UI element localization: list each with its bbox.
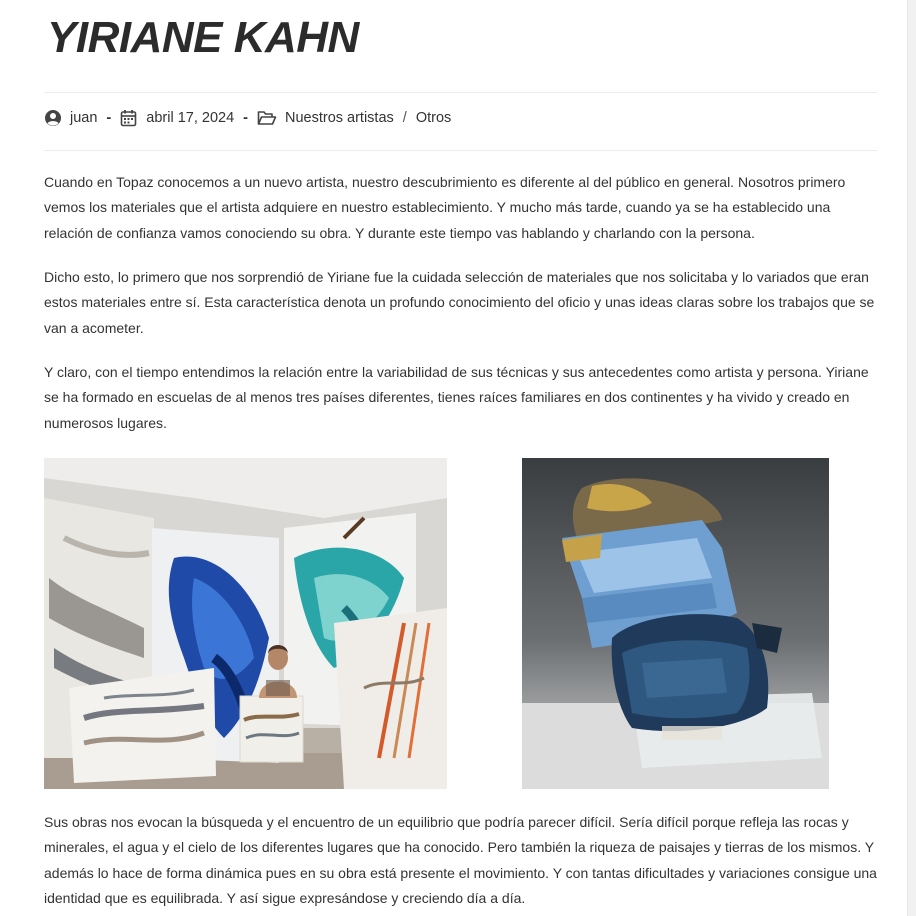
- post-title: YIRIANE KAHN: [47, 13, 359, 62]
- scrollbar[interactable]: [907, 0, 916, 916]
- divider-bottom: [44, 150, 877, 151]
- meta-separator: -: [106, 110, 112, 126]
- paragraph-3: Y claro, con el tiempo entendimos la relación entre la variabilidad de sus técnicas y sus antecedentes como artista y persona. Yiriane se ha formado en escuelas de al menos tres países diferentes, tienes raíces familiares en dos continentes y ha vivido y creado en numerosos lugares.: [44, 364, 869, 431]
- meta-separator: -: [243, 110, 248, 126]
- calendar-icon: [120, 109, 138, 127]
- artist-studio-photo: [44, 458, 447, 789]
- paragraph-1: Cuando en Topaz conocemos a un nuevo artista, nuestro descubrimiento es diferente al del público en general. Nosotros primero vemos los materiales que el artista adquiere en nuestro establecimiento. Y mucho más tarde, cuando ya se ha establecido una relación de confianza vamos conociendo su obra. Y durante este tiempo vas hablando y charlando con la persona.: [44, 174, 846, 241]
- user-circle-icon: [44, 109, 62, 127]
- folder-open-icon: [257, 109, 277, 127]
- category-link-otros[interactable]: Otros: [415, 110, 452, 126]
- divider-top: [44, 92, 877, 93]
- post-meta: [44, 106, 451, 130]
- post-date: abril 17, 2024: [146, 110, 235, 126]
- category-link-nuestros-artistas[interactable]: Nuestros artistas: [284, 110, 394, 126]
- category-separator: /: [402, 110, 407, 126]
- sculpture-photo: [522, 458, 829, 789]
- paragraph-2: Dicho esto, lo primero que nos sorprendió de Yiriane fue la cuidada selección de materiales que nos solicitaba y lo variados que eran estos materiales entre sí. Esta característica denota un profundo conocimiento del oficio y unas ideas claras sobre los trabajos que se van a acometer.: [44, 269, 875, 336]
- paragraph-4: Sus obras nos evocan la búsqueda y el encuentro de un equilibrio que podría parecer difícil. Sería difícil porque refleja las rocas y minerales, el agua y el cielo de los diferentes lugares que ha conocido. Pero también la riqueza de paisajes y tierras de los mismos. Y además lo hace de forma dinámica pues en su obra está presente el movimiento. Y con tantas dificultades y variaciones consigue una identidad que es equilibrada. Y así sigue expresándose y creciendo día a día.: [44, 814, 877, 906]
- author-link[interactable]: juan: [70, 110, 98, 126]
